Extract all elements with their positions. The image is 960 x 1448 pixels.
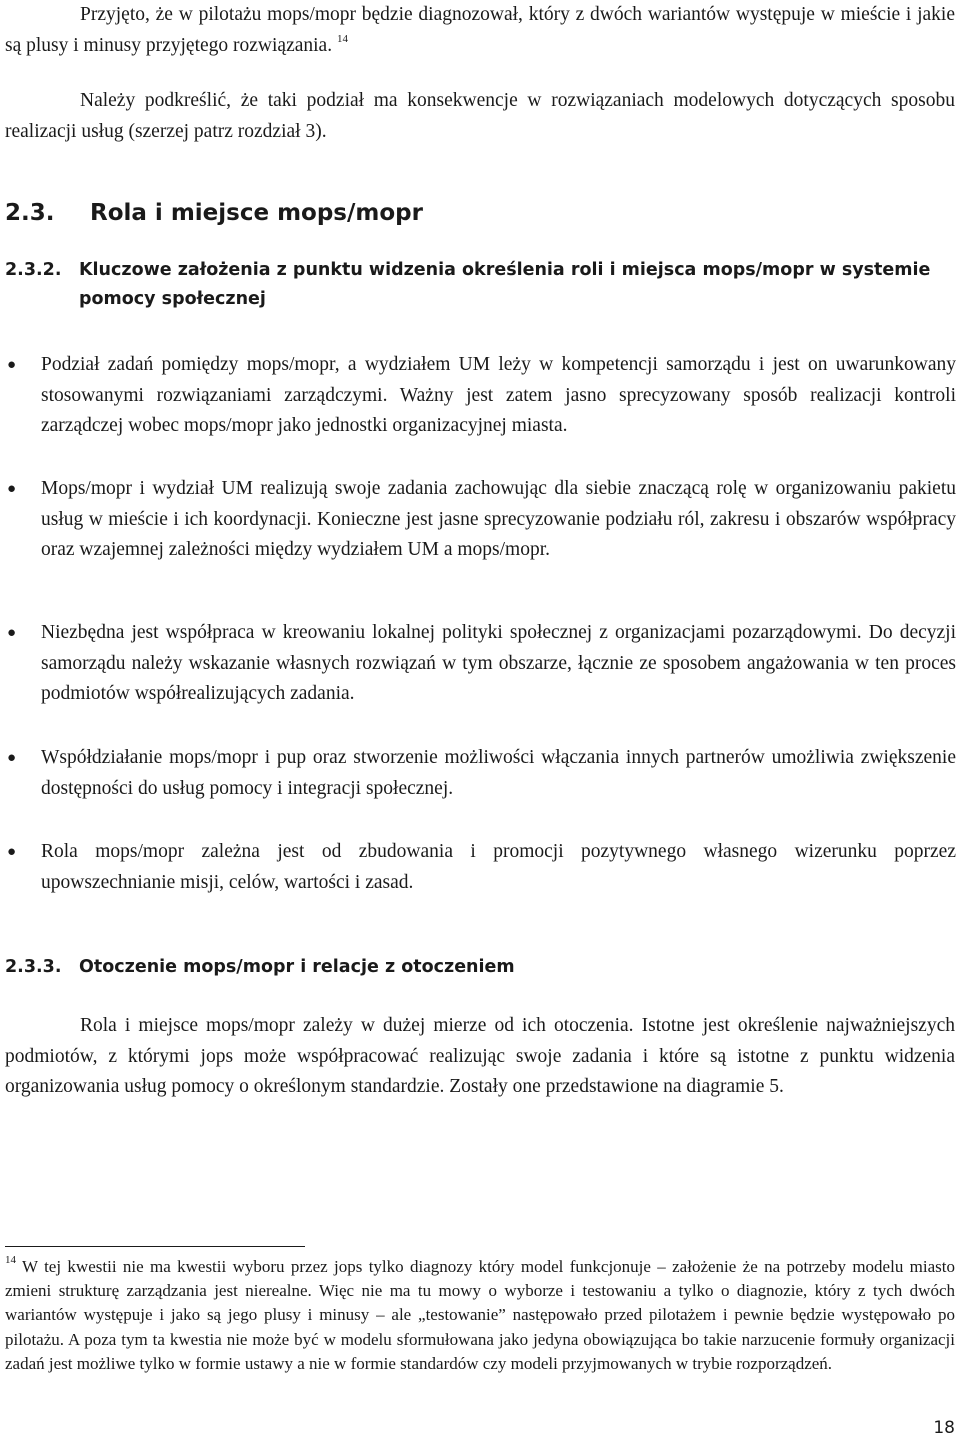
subsection-number: 2.3.2. [5,260,62,280]
section-heading [5,200,423,226]
footnote-text: W tej kwestii nie ma kwestii wyboru przez jops tylko diagnozy który model funkcjonuje – założenie że na potrzeby modelu miasto zmieni strukturę zarządzania jest nierealne. Więc nie ma tu mowy o wyborze i testowaniu a tylko o diagnozie, który z tych dwóch wariantów występuje i jako są jego plusy i minusy – ale „testowanie” następowało przed pilotażem i pewnie będzie występowało po pilotażu. A poza tym ta kwestia nie może być w modelu sformułowana jako jedyna obowiązująca bo takie narzucenie formuły organizacji zadań jest możliwe tylko w formie ustawy a nie w formie standardów czy modeli przyjmowanych w trybie rozporządzeń. [5,1257,955,1373]
intro-paragraph-2: Należy podkreślić, że taki podział ma konsekwencje w rozwiązaniach modelowych dotyczących sposobu realizacji usług (szerzej patrz rozdział 3). [5,90,955,142]
intro-paragraph-1 [5,0,955,61]
bullet-text: Niezbędna jest współpraca w kreowaniu lokalnej polityki społecznej z organizacjami pozarządowymi. Do decyzji samorządu należy wskazanie własnych rozwiązań w tym obszarze, łącznie ze sposobem angażowania w ten proces podmiotów współrealizujących zadania. [41,622,956,704]
footnote-separator [5,1246,305,1247]
page-number: 18 [933,1418,955,1438]
bullet-icon: ● [7,844,17,860]
bullet-text: Rola mops/mopr zależna jest od zbudowania i promocji pozytywnego własnego wizerunku poprzez upowszechnianie misji, celów, wartości i zasad. [41,841,956,893]
section-number: 2.3. [5,200,55,226]
bullet-item [7,618,956,710]
subsection-number: 2.3.3. [5,957,62,977]
bullet-icon: ● [7,481,17,497]
section-title: Rola i miejsce mops/mopr [90,200,423,226]
bullet-icon: ● [7,625,17,641]
subsection-heading-otoczenie [5,953,939,982]
bullet-item [7,474,956,566]
bullet-icon: ● [7,750,17,766]
bullet-item [7,837,956,898]
bullet-item [7,350,956,442]
footnote-reference[interactable]: 14 [336,32,348,45]
bullet-text: Współdziałanie mops/mopr i pup oraz stworzenie możliwości włączania innych partnerów umożliwia zwiększenie dostępności do usług pomocy i integracji społecznej. [41,747,956,799]
subsection-heading-kluczowe [5,256,939,314]
closing-paragraph: Rola i miejsce mops/mopr zależy w dużej mierze od ich otoczenia. Istotne jest określenie najważniejszych podmiotów, z którymi jops może współpracować realizując swoje zadania i które są istotne z punktu widzenia organizowania usług pomocy o określonym standardzie. Zostały one przedstawione na diagramie 5. [5,1015,955,1097]
bullet-icon: ● [7,357,17,373]
bullet-text: Podział zadań pomiędzy mops/mopr, a wydziałem UM leży w kompetencji samorządu i jest on uwarunkowany stosowanymi rozwiązaniami zarządczymi. Ważny jest zatem jasno sprecyzowany sposób realizacji kontroli zarządczej wobec mops/mopr jako jednostki organizacyjnej miasta. [41,354,956,436]
intro-paragraph-1-text: Przyjęto, że w pilotażu mops/mopr będzie diagnozował, który z dwóch wariantów występuje w mieście i jakie są plusy i minusy przyjętego rozwiązania. [5,4,955,56]
footnote-marker: 14 [5,1254,16,1266]
footnote [5,1255,955,1376]
subsection-title: Otoczenie mops/mopr i relacje z otoczeniem [79,957,515,977]
bullet-item [7,743,956,804]
bullet-text: Mops/mopr i wydział UM realizują swoje zadania zachowując dla siebie znaczącą rolę w organizowaniu pakietu usług w mieście i ich koordynacji. Konieczne jest jasne sprecyzowanie podziału ról, zakresu i obszarów współpracy oraz wzajemnej zależności między wydziałem UM a mops/mopr. [41,478,956,560]
subsection-title: Kluczowe założenia z punktu widzenia określenia roli i miejsca mops/mopr w systemie pomocy społecznej [79,260,931,309]
